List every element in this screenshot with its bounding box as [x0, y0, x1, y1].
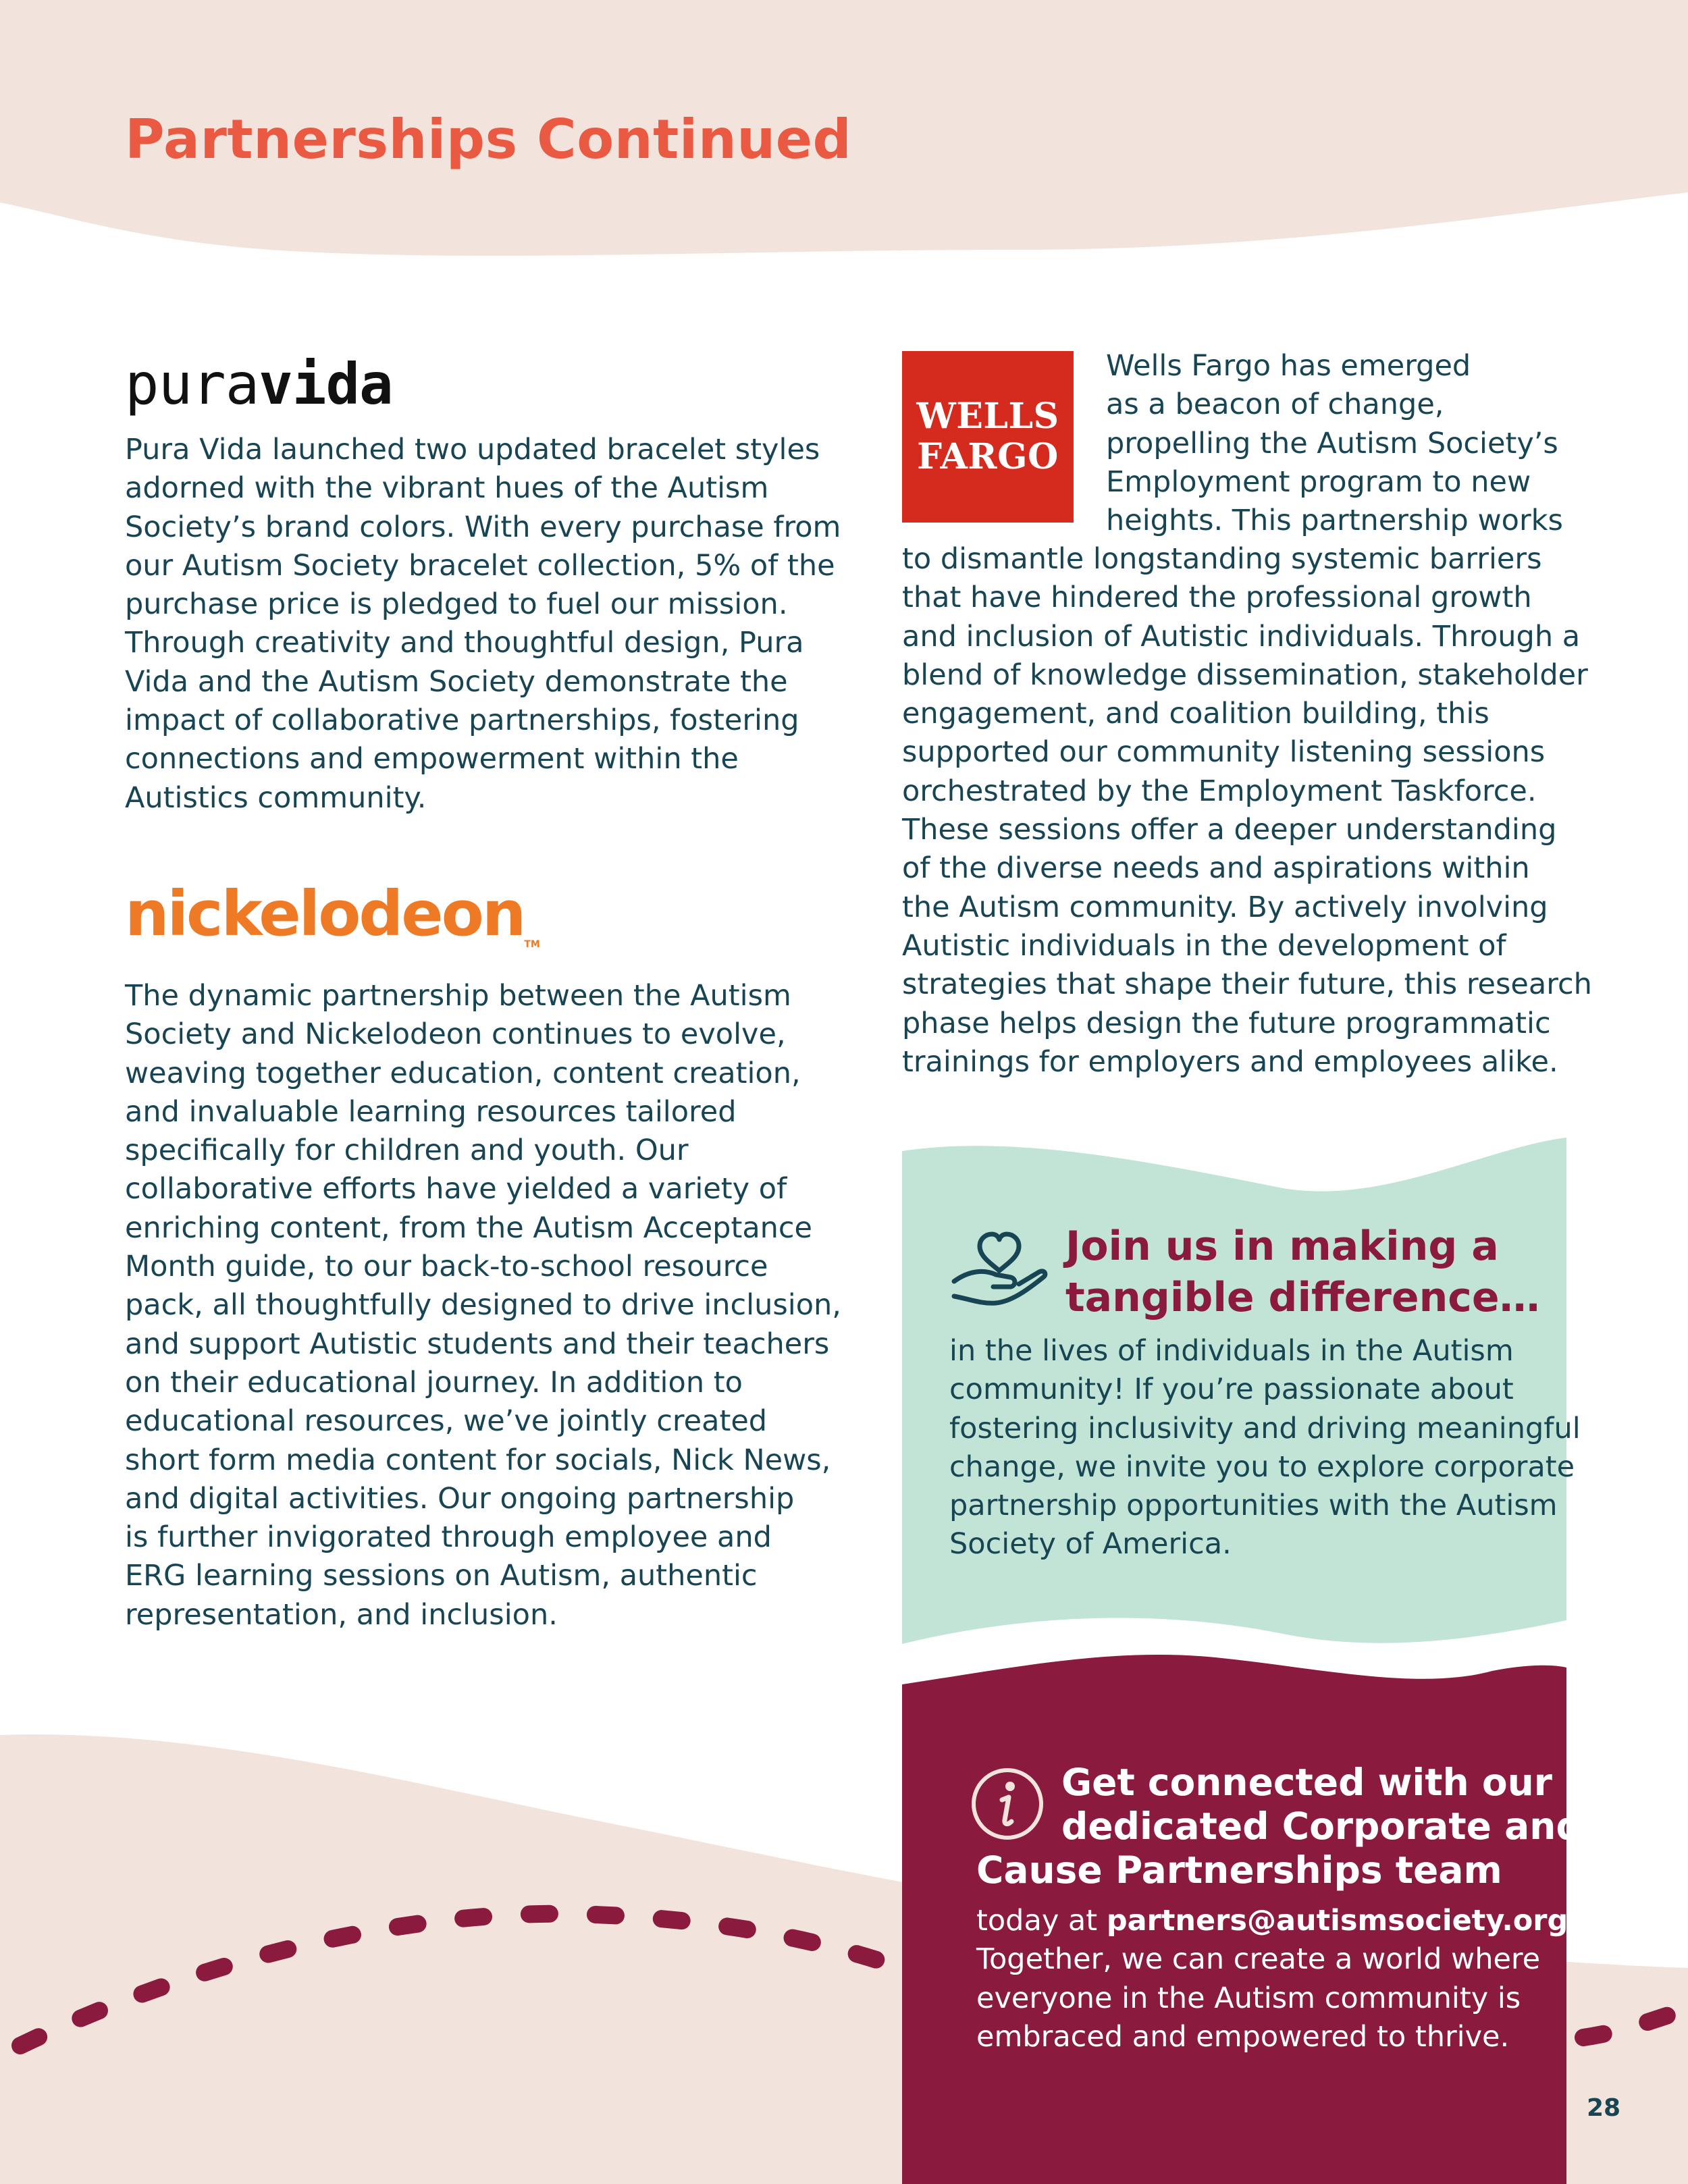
text-line: is further invigorated through employee and: [125, 1520, 772, 1555]
cta-title-line2: tangible difference…: [1065, 1274, 1540, 1321]
info-icon: [970, 1766, 1045, 1842]
text-line: These sessions offer a deeper understanding: [902, 813, 1557, 847]
text-line: to dismantle longstanding systemic barriers: [902, 542, 1542, 576]
puravida-description: [125, 431, 841, 818]
connect-description: [976, 1902, 1577, 2056]
text-line: Autistic individuals in the development of: [902, 928, 1506, 963]
text-line: Month guide, to our back-to-school resource: [125, 1250, 768, 1284]
wells-fargo-logo-line1: WELLS: [916, 396, 1059, 437]
text-line: community! If you’re passionate about: [949, 1373, 1514, 1407]
text-line: connections and empowerment within the: [125, 742, 739, 776]
text-line: representation, and inclusion.: [125, 1597, 558, 1632]
connect-title-line2: dedicated Corporate and: [1061, 1805, 1583, 1848]
nickelodeon-logo: [125, 878, 540, 950]
connect-text-suffix: .: [1568, 1904, 1577, 1938]
text-line: trainings for employers and employees alike.: [902, 1044, 1558, 1079]
text-line: weaving together education, content creation,: [125, 1056, 801, 1090]
text-line: Vida and the Autism Society demonstrate the: [125, 664, 788, 699]
text-line: enriching content, from the Autism Acceptance: [125, 1210, 813, 1245]
text-line: Pura Vida launched two updated bracelet styles: [125, 433, 820, 467]
wells-fargo-intro: [1106, 347, 1563, 540]
text-line: heights. This partnership works: [1106, 504, 1563, 538]
text-line: of the diverse needs and aspirations within: [902, 851, 1530, 886]
text-line: Autistics community.: [125, 780, 427, 815]
text-line: Through creativity and thoughtful design, Pura: [125, 626, 804, 660]
text-line: and digital activities. Our ongoing partnership: [125, 1481, 795, 1516]
connect-title-line1: Get connected with our: [1061, 1761, 1552, 1804]
cta-description: [949, 1332, 1581, 1564]
text-line: and invaluable learning resources tailored: [125, 1094, 737, 1129]
text-line: as a beacon of change,: [1106, 388, 1444, 422]
text-line: Wells Fargo has emerged: [1106, 349, 1471, 383]
text-line: fostering inclusivity and driving meaningful: [949, 1411, 1581, 1445]
page-number: 28: [1587, 2094, 1621, 2122]
text-line: The dynamic partnership between the Autism: [125, 979, 791, 1013]
text-line: impact of collaborative partnerships, fostering: [125, 703, 799, 738]
nickelodeon-description: [125, 977, 841, 1634]
text-line: specifically for children and youth. Our: [125, 1134, 689, 1168]
text-line: on their educational journey. In addition to: [125, 1365, 743, 1400]
text-line: in the lives of individuals in the Autism: [949, 1334, 1514, 1368]
puravida-logo: [125, 351, 393, 417]
text-line: embraced and empowered to thrive.: [976, 2019, 1510, 2054]
text-line: blend of knowledge dissemination, stakeholder: [902, 658, 1588, 692]
text-line: propelling the Autism Society’s: [1106, 426, 1558, 460]
puravida-logo-bold: vida: [259, 351, 393, 417]
text-line: partnership opportunities with the Autism: [949, 1489, 1558, 1523]
text-line: strategies that shape their future, this research: [902, 967, 1592, 1002]
text-line: supported our community listening sessions: [902, 735, 1546, 770]
text-line: the Autism community. By actively involving: [902, 890, 1548, 924]
text-line: [976, 1902, 1577, 1940]
wells-fargo-description: [902, 540, 1592, 1082]
page-title: Partnerships Continued: [125, 108, 852, 171]
connect-text-prefix: today at: [976, 1904, 1107, 1938]
text-line: our Autism Society bracelet collection, 5% of the: [125, 548, 835, 583]
text-line: change, we invite you to explore corporate: [949, 1449, 1575, 1484]
text-line: everyone in the Autism community is: [976, 1981, 1521, 2015]
text-line: short form media content for socials, Nick News,: [125, 1443, 831, 1477]
trademark-mark: TM: [524, 939, 540, 950]
text-line: Society and Nickelodeon continues to evolve,: [125, 1017, 786, 1052]
cta-title-line1: Join us in making a: [1065, 1223, 1499, 1270]
text-line: Together, we can create a world where: [976, 1942, 1541, 1977]
text-line: engagement, and coalition building, this: [902, 697, 1489, 731]
text-line: Society of America.: [949, 1527, 1232, 1562]
text-line: purchase price is pledged to fuel our mission.: [125, 587, 788, 622]
text-line: ERG learning sessions on Autism, authentic: [125, 1559, 758, 1593]
connect-title-line3: Cause Partnerships team: [976, 1848, 1502, 1892]
text-line: and inclusion of Autistic individuals. Through a: [902, 619, 1581, 654]
wells-fargo-logo: [902, 351, 1074, 523]
text-line: educational resources, we’ve jointly created: [125, 1404, 768, 1439]
connect-title-top: [1061, 1761, 1583, 1848]
partners-email-link[interactable]: partners@autismsociety.org: [1106, 1904, 1568, 1938]
wells-fargo-logo-line2: FARGO: [917, 436, 1059, 477]
text-line: collaborative efforts have yielded a variety of: [125, 1172, 787, 1206]
text-line: adorned with the vibrant hues of the Autism: [125, 471, 769, 506]
text-line: that have hindered the professional growth: [902, 581, 1532, 615]
text-line: and support Autistic students and their teachers: [125, 1327, 830, 1361]
text-line: Employment program to new: [1106, 464, 1531, 499]
text-line: Society’s brand colors. With every purchase from: [125, 510, 841, 544]
puravida-logo-light: pura: [125, 351, 259, 417]
heart-hand-icon: [949, 1229, 1050, 1316]
nickelodeon-logo-text: nickelodeon: [125, 878, 525, 950]
text-line: phase helps design the future programmatic: [902, 1006, 1551, 1040]
cta-title: [1065, 1221, 1540, 1323]
text-line: pack, all thoughtfully designed to drive inclusion,: [125, 1288, 841, 1323]
text-line: orchestrated by the Employment Taskforce.: [902, 774, 1537, 808]
